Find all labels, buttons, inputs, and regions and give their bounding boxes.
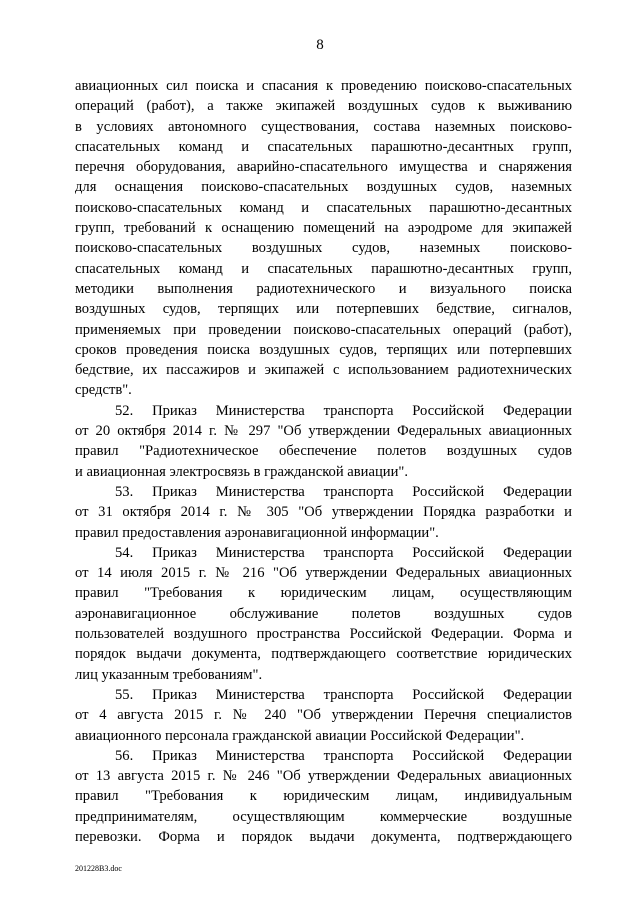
- text-line: в условиях автономного существования, состава наземных поисково-: [75, 118, 572, 135]
- text-line: 53. Приказ Министерства транспорта Российской Федерации: [115, 483, 572, 500]
- text-line: бедствие, их пассажиров и экипажей с использованием радиотехнических: [75, 362, 572, 379]
- document-body: [75, 76, 572, 847]
- text-line: применяемых при проведении поисково-спасательных операций (работ),: [75, 321, 572, 338]
- text-line: пользователей воздушного пространства Российской Федерации. Форма и: [75, 626, 572, 643]
- text-line: и авиационная электросвязь в гражданской авиации".: [75, 463, 408, 480]
- page-number: 8: [316, 37, 324, 53]
- text-line: спасательных команд и спасательных парашютно-десантных групп,: [75, 260, 572, 277]
- text-line: от 4 августа 2015 г. № 240 "Об утверждении Перечня специалистов: [75, 707, 572, 724]
- footer-file-name: 201228B3.doc: [75, 864, 122, 873]
- text-line: правил "Требования к юридическим лицам, индивидуальным: [75, 788, 572, 805]
- text-line: поисково-спасательных воздушных судов, наземных поисково-: [75, 240, 572, 257]
- text-line: 56. Приказ Министерства транспорта Российской Федерации: [115, 747, 572, 764]
- text-line: от 14 июля 2015 г. № 216 "Об утверждении Федеральных авиационных: [75, 565, 572, 582]
- text-line: правил предоставления аэронавигационной информации".: [75, 524, 439, 541]
- text-line: от 31 октября 2014 г. № 305 "Об утверждении Порядка разработки и: [75, 504, 572, 521]
- text-line: аэронавигационное обслуживание полетов воздушных судов: [75, 605, 572, 622]
- text-line: воздушных судов, терпящих или потерпевших бедствие, сигналов,: [75, 301, 572, 318]
- text-line: от 13 августа 2015 г. № 246 "Об утверждении Федеральных авиационных: [75, 768, 572, 785]
- text-line: авиационного персонала гражданской авиации Российской Федерации".: [75, 727, 525, 744]
- text-line: сроков проведения поиска воздушных судов, терпящих или потерпевших: [75, 341, 572, 358]
- text-line: групп, требований к оснащению помещений на аэродроме для экипажей: [75, 220, 572, 237]
- text-line: авиационных сил поиска и спасания к проведению поисково-спасательных: [75, 78, 572, 94]
- text-line: перечня оборудования, аварийно-спасательного имущества и снаряжения: [75, 159, 572, 176]
- text-line: предпринимателям, осуществляющим коммерческие воздушные: [75, 808, 572, 825]
- text-line: 54. Приказ Министерства транспорта Российской Федерации: [115, 544, 572, 561]
- text-line: для оснащения поисково-спасательных воздушных судов, наземных: [75, 179, 572, 196]
- text-line: от 20 октября 2014 г. № 297 "Об утверждении Федеральных авиационных: [75, 423, 572, 440]
- text-line: поисково-спасательных команд и спасательных парашютно-десантных: [75, 199, 572, 216]
- text-line: методики выполнения радиотехнического и визуального поиска: [75, 280, 572, 297]
- text-line: лиц указанным требованиям".: [75, 666, 263, 683]
- text-line: 55. Приказ Министерства транспорта Российской Федерации: [115, 686, 572, 703]
- text-line: правил "Требования к юридическим лицам, осуществляющим: [75, 585, 572, 602]
- text-line: средств".: [75, 382, 132, 399]
- text-line: операций (работ), а также экипажей воздушных судов к выживанию: [75, 98, 572, 115]
- text-line: спасательных команд и спасательных парашютно-десантных групп,: [75, 138, 572, 155]
- text-line: перевозки. Форма и порядок выдачи документа, подтверждающего: [75, 828, 572, 845]
- text-line: правил "Радиотехническое обеспечение полетов воздушных судов: [75, 443, 572, 460]
- text-line: порядок выдачи документа, подтверждающего соответствие юридических: [75, 646, 572, 663]
- text-line: 52. Приказ Министерства транспорта Российской Федерации: [115, 402, 572, 419]
